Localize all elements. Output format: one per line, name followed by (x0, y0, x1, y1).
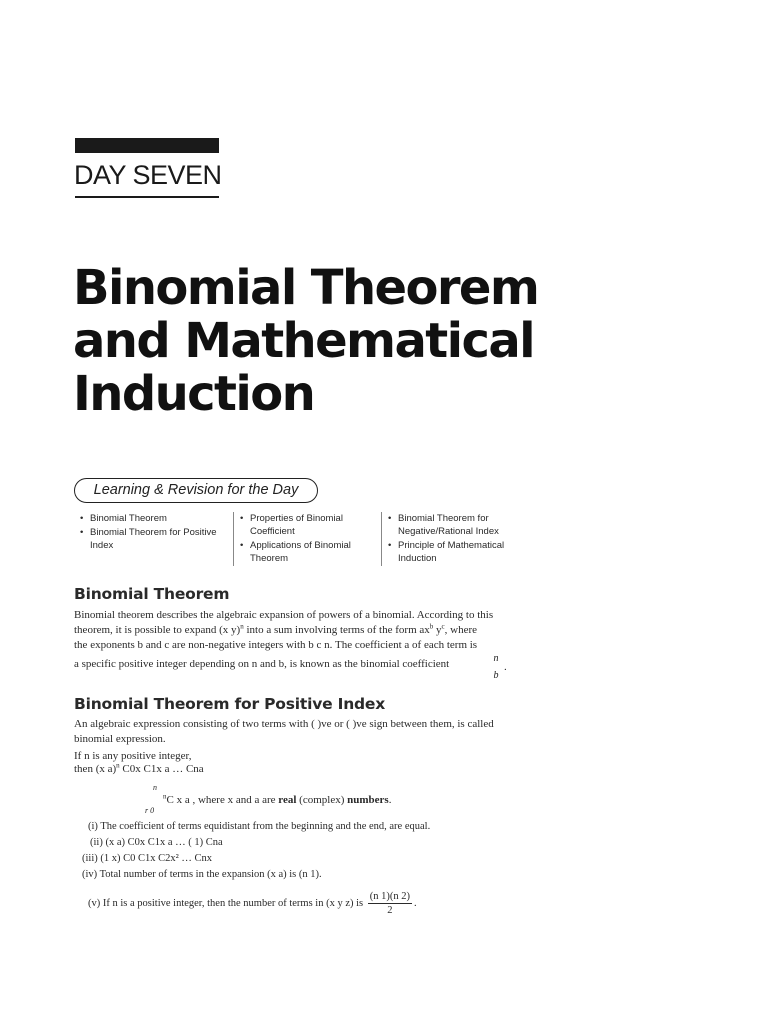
section-heading-positive-index: Binomial Theorem for Positive Index (74, 695, 386, 713)
paragraph-line: a specific positive integer depending on n and b, is known as the binomial coefficient (74, 658, 450, 670)
chapter-title-line-1: Binomial Theorem (73, 260, 539, 316)
property-item: (iv) Total number of terms in the expansion (x a) is (n 1). (82, 869, 322, 880)
property-item: (i) The coefficient of terms equidistant from the beginning and the end, are equal. (88, 821, 431, 832)
fraction: $\frac{(n 1)(n 2)}{2}$ (369, 891, 411, 916)
day-label: DAY SEVEN (74, 160, 222, 190)
day-header-bar (75, 138, 219, 153)
section-heading-binomial-theorem: Binomial Theorem (74, 585, 230, 603)
property-item: (v) If n is a positive integer, then the number of terms in (x y z) is $\frac{(n 1)(n 2)}{2}$ . (88, 891, 417, 916)
chapter-title-line-3: Induction (73, 366, 315, 422)
learning-revision-box: Learning & Revision for the Day (74, 478, 318, 503)
summation-lower-limit: r 0 (145, 806, 155, 815)
summation-formula: n $^n$C x a , where x and a are real (complex) numbers. (153, 783, 392, 806)
topic-item: • Properties of Binomial Coefficient (240, 512, 380, 538)
paragraph-line: An algebraic expression consisting of two terms with ( )ve or ( )ve sign between them, is called (74, 718, 494, 730)
paragraph-line: the exponents b and c are non-negative integers with b c n. The coefficient a of each term is (74, 639, 478, 651)
property-item: (ii) (x a) C0x C1x a … ( 1) Cna (90, 837, 223, 848)
binomial-theorem-paragraph (74, 608, 544, 672)
topic-column-3 (381, 512, 528, 566)
day-header-rule (75, 196, 219, 198)
paragraph-line: theorem, it is possible to expand (x y)$^n$ into a sum involving terms of the form $ax^b$ $y^c$, where (74, 622, 477, 636)
paragraph-line: If n is any positive integer, (74, 750, 192, 762)
paragraph-line: Binomial theorem describes the algebraic expansion of powers of a binomial. According to this (74, 609, 494, 621)
positive-index-paragraph (74, 717, 544, 764)
period: . (504, 661, 507, 673)
topic-column-1 (80, 512, 230, 553)
binomial-expansion-formula: then (x a)$^n$ C0x C1x a … Cna (74, 761, 204, 775)
binomial-coefficient-symbol: n b (493, 653, 499, 681)
chapter-title-line-2: and Mathematical (73, 313, 534, 369)
topic-item: • Binomial Theorem (80, 512, 230, 525)
chapter-title (73, 262, 593, 421)
property-item: (iii) (1 x) C0 C1x C2x² … Cnx (82, 853, 213, 864)
topic-item: • Principle of Mathematical Induction (388, 539, 528, 565)
topic-column-2 (233, 512, 380, 566)
topic-item: • Binomial Theorem for Positive Index (80, 526, 230, 552)
topic-item: • Applications of Binomial Theorem (240, 539, 380, 565)
topic-item: • Binomial Theorem for Negative/Rational Index (388, 512, 528, 538)
paragraph-line: binomial expression. (74, 733, 166, 745)
